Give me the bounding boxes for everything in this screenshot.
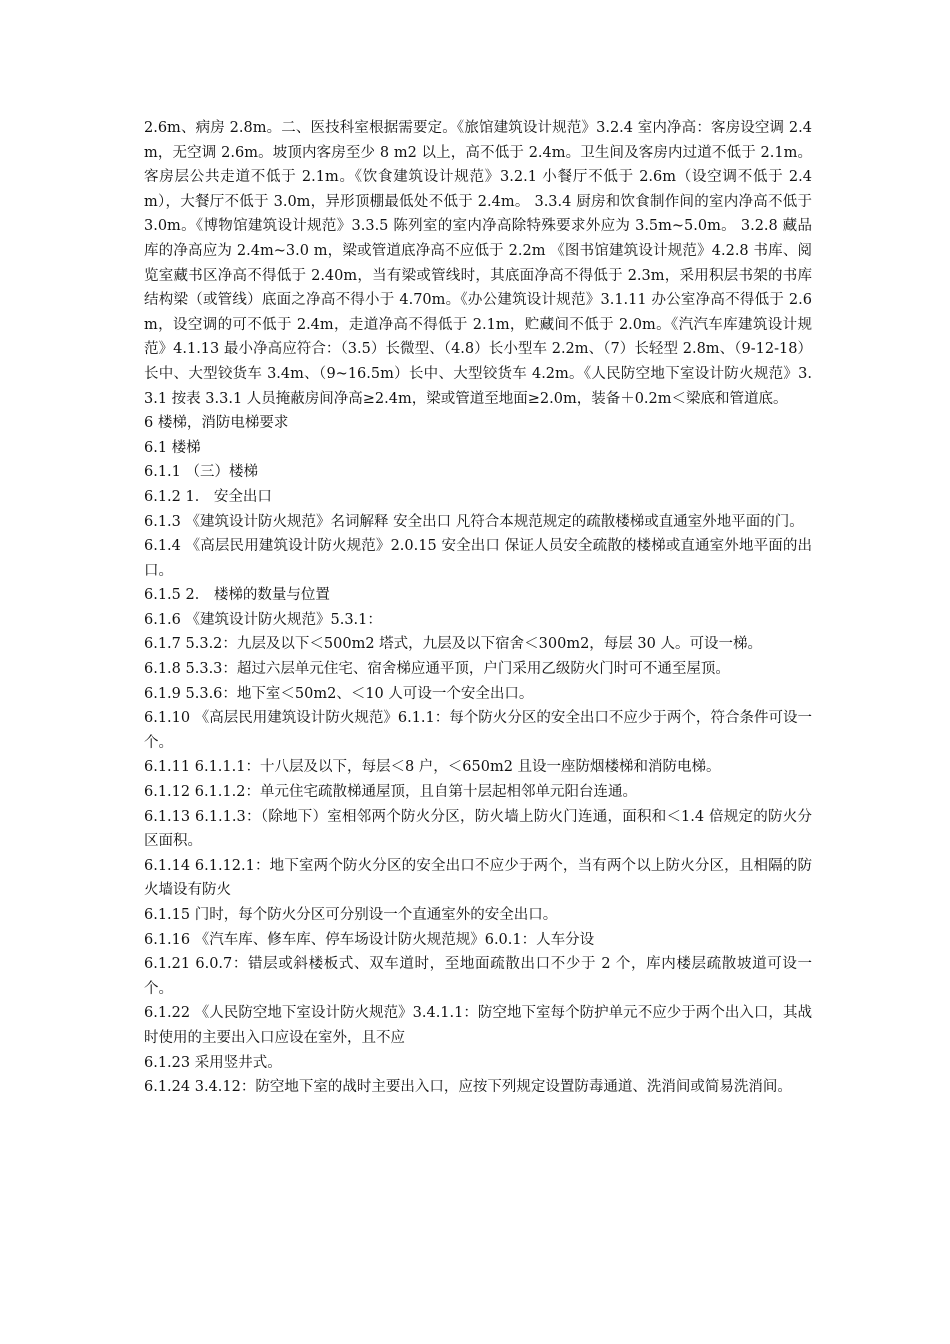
subsection-heading-stairs: 6.1 楼梯	[144, 439, 201, 456]
paragraph-6-1-22: 6.1.22 《人民防空地下室设计防火规范》3.4.1.1：防空地下室每个防护单元不应少于两个出入口，其战时使用的主要出入口应设在室外，且不应	[144, 1005, 812, 1046]
paragraph-6-1-9: 6.1.9 5.3.6：地下室＜50m2、＜10 人可设一个安全出口。	[144, 685, 534, 702]
paragraph-6-1-3: 6.1.3 《建筑设计防火规范》名词解释 安全出口 凡符合本规范规定的疏散楼梯或直通室外地平面的门。	[144, 513, 804, 530]
paragraph-6-1-6: 6.1.6 《建筑设计防火规范》5.3.1：	[144, 611, 382, 628]
paragraph-6-1-15: 6.1.15 门时，每个防火分区可分别设一个直通室外的安全出口。	[144, 907, 558, 923]
paragraph-6-1-8: 6.1.8 5.3.3：超过六层单元住宅、宿舍梯应通平顶，户门采用乙级防火门时可不通至屋顶。	[144, 661, 730, 678]
paragraph-6-1-16: 6.1.16 《汽车库、修车库、停车场设计防火规范规》6.0.1：人车分设	[144, 931, 595, 948]
document-body	[144, 116, 812, 1100]
paragraph-6-1-4: 6.1.4 《高层民用建筑设计防火规范》2.0.15 安全出口 保证人员安全疏散的楼梯或直通室外地平面的出口。	[144, 538, 812, 579]
paragraph-6-1-10: 6.1.10 《高层民用建筑设计防火规范》6.1.1：每个防火分区的安全出口不应少于两个，符合条件可设一个。	[144, 710, 812, 751]
paragraph-6-1-12: 6.1.12 6.1.1.2：单元住宅疏散梯通屋顶，且自第十层起相邻单元阳台连通。	[144, 784, 637, 801]
section-heading-stairs: 6 楼梯，消防电梯要求	[144, 415, 289, 432]
paragraph-6-1-23: 6.1.23 采用竖井式。	[144, 1054, 282, 1071]
paragraph-6-1-1: 6.1.1 （三）楼梯	[144, 464, 259, 481]
paragraph-6-1-14: 6.1.14 6.1.12.1：地下室两个防火分区的安全出口不应少于两个，当有两个以上防火分区，且相隔的防火墙设有防火	[144, 857, 812, 899]
paragraph-6-1-24: 6.1.24 3.4.12：防空地下室的战时主要出入口，应按下列规定设置防毒通道、洗消间或简易洗消间。	[144, 1079, 792, 1096]
paragraph-6-1-13: 6.1.13 6.1.1.3：（除地下）室相邻两个防火分区，防火墙上防火门连通，面积和＜1.4 倍规定的防火分区面积。	[144, 808, 812, 850]
paragraph-6-1-21: 6.1.21 6.0.7：错层或斜楼板式、双车道时，至地面疏散出口不少于 2 个，库内楼层疏散坡道可设一个。	[144, 956, 812, 997]
paragraph-6-1-2: 6.1.2 1． 安全出口	[144, 488, 272, 505]
paragraph-6-1-5: 6.1.5 2． 楼梯的数量与位置	[144, 587, 330, 604]
paragraph-clear-height-specs: 2.6m、病房 2.8m。二、医技科室根据需要定。《旅馆建筑设计规范》3.2.4 室内净高：客房设空调 2.4m，无空调 2.6m。坡顶内客房至少 8 m2 以上，高不低于 2.4m。卫生间及客房内过道不低于 2.1m。客房层公共走道不低于 2.1m。《饮食建筑设计规范》3.2.1 小餐厅不低于 2.6m（设空调不低于 2.4m），大餐厅不低于 3.0m，异形顶棚最低处不低于 2.4m。 3.3.4 厨房和饮食制作间的室内净高不低于 3.0m。《博物馆建筑设计规范》3.3.5 陈列室的室内净高除特殊要求外应为 3.5m~5.0m。 3.2.8 藏品库的净高应为 2.4m~3.0 m，梁或管道底净高不应低于 2.2m 《图书馆建筑设计规范》4.2.8 书库、阅览室藏书区净高不得低于 2.40m，当有梁或管线时，其底面净高不得低于 2.3m，采用积层书架的书库结构梁（或管线）底面之净高不得小于 4.70m。《办公建筑设计规范》3.1.11 办公室净高不得低于 2.6m，设空调的可不低于 2.4m，走道净高不得低于 2.1m，贮藏间不低于 2.0m。《汽汽车库建筑设计规范》4.1.13 最小净高应符合：（3.5）长微型、（4.8）长小型车 2.2m、（7）长轻型 2.8m、（9-12-18）长中、大型铰货车 3.4m、（9~16.5m）长中、大型铰货车 4.2m。《人民防空地下室设计防火规范》3.3.1 按表 3.3.1 人员掩蔽房间净高≥2.4m，梁或管道至地面≥2.0m，装备＋0.2m＜梁底和管道底。	[144, 120, 812, 407]
paragraph-6-1-11: 6.1.11 6.1.1.1：十八层及以下，每层＜8 户，＜650m2 且设一座防烟楼梯和消防电梯。	[144, 759, 721, 776]
paragraph-6-1-7: 6.1.7 5.3.2：九层及以下＜500m2 塔式，九层及以下宿舍＜300m2，每层 30 人。可设一梯。	[144, 636, 762, 653]
